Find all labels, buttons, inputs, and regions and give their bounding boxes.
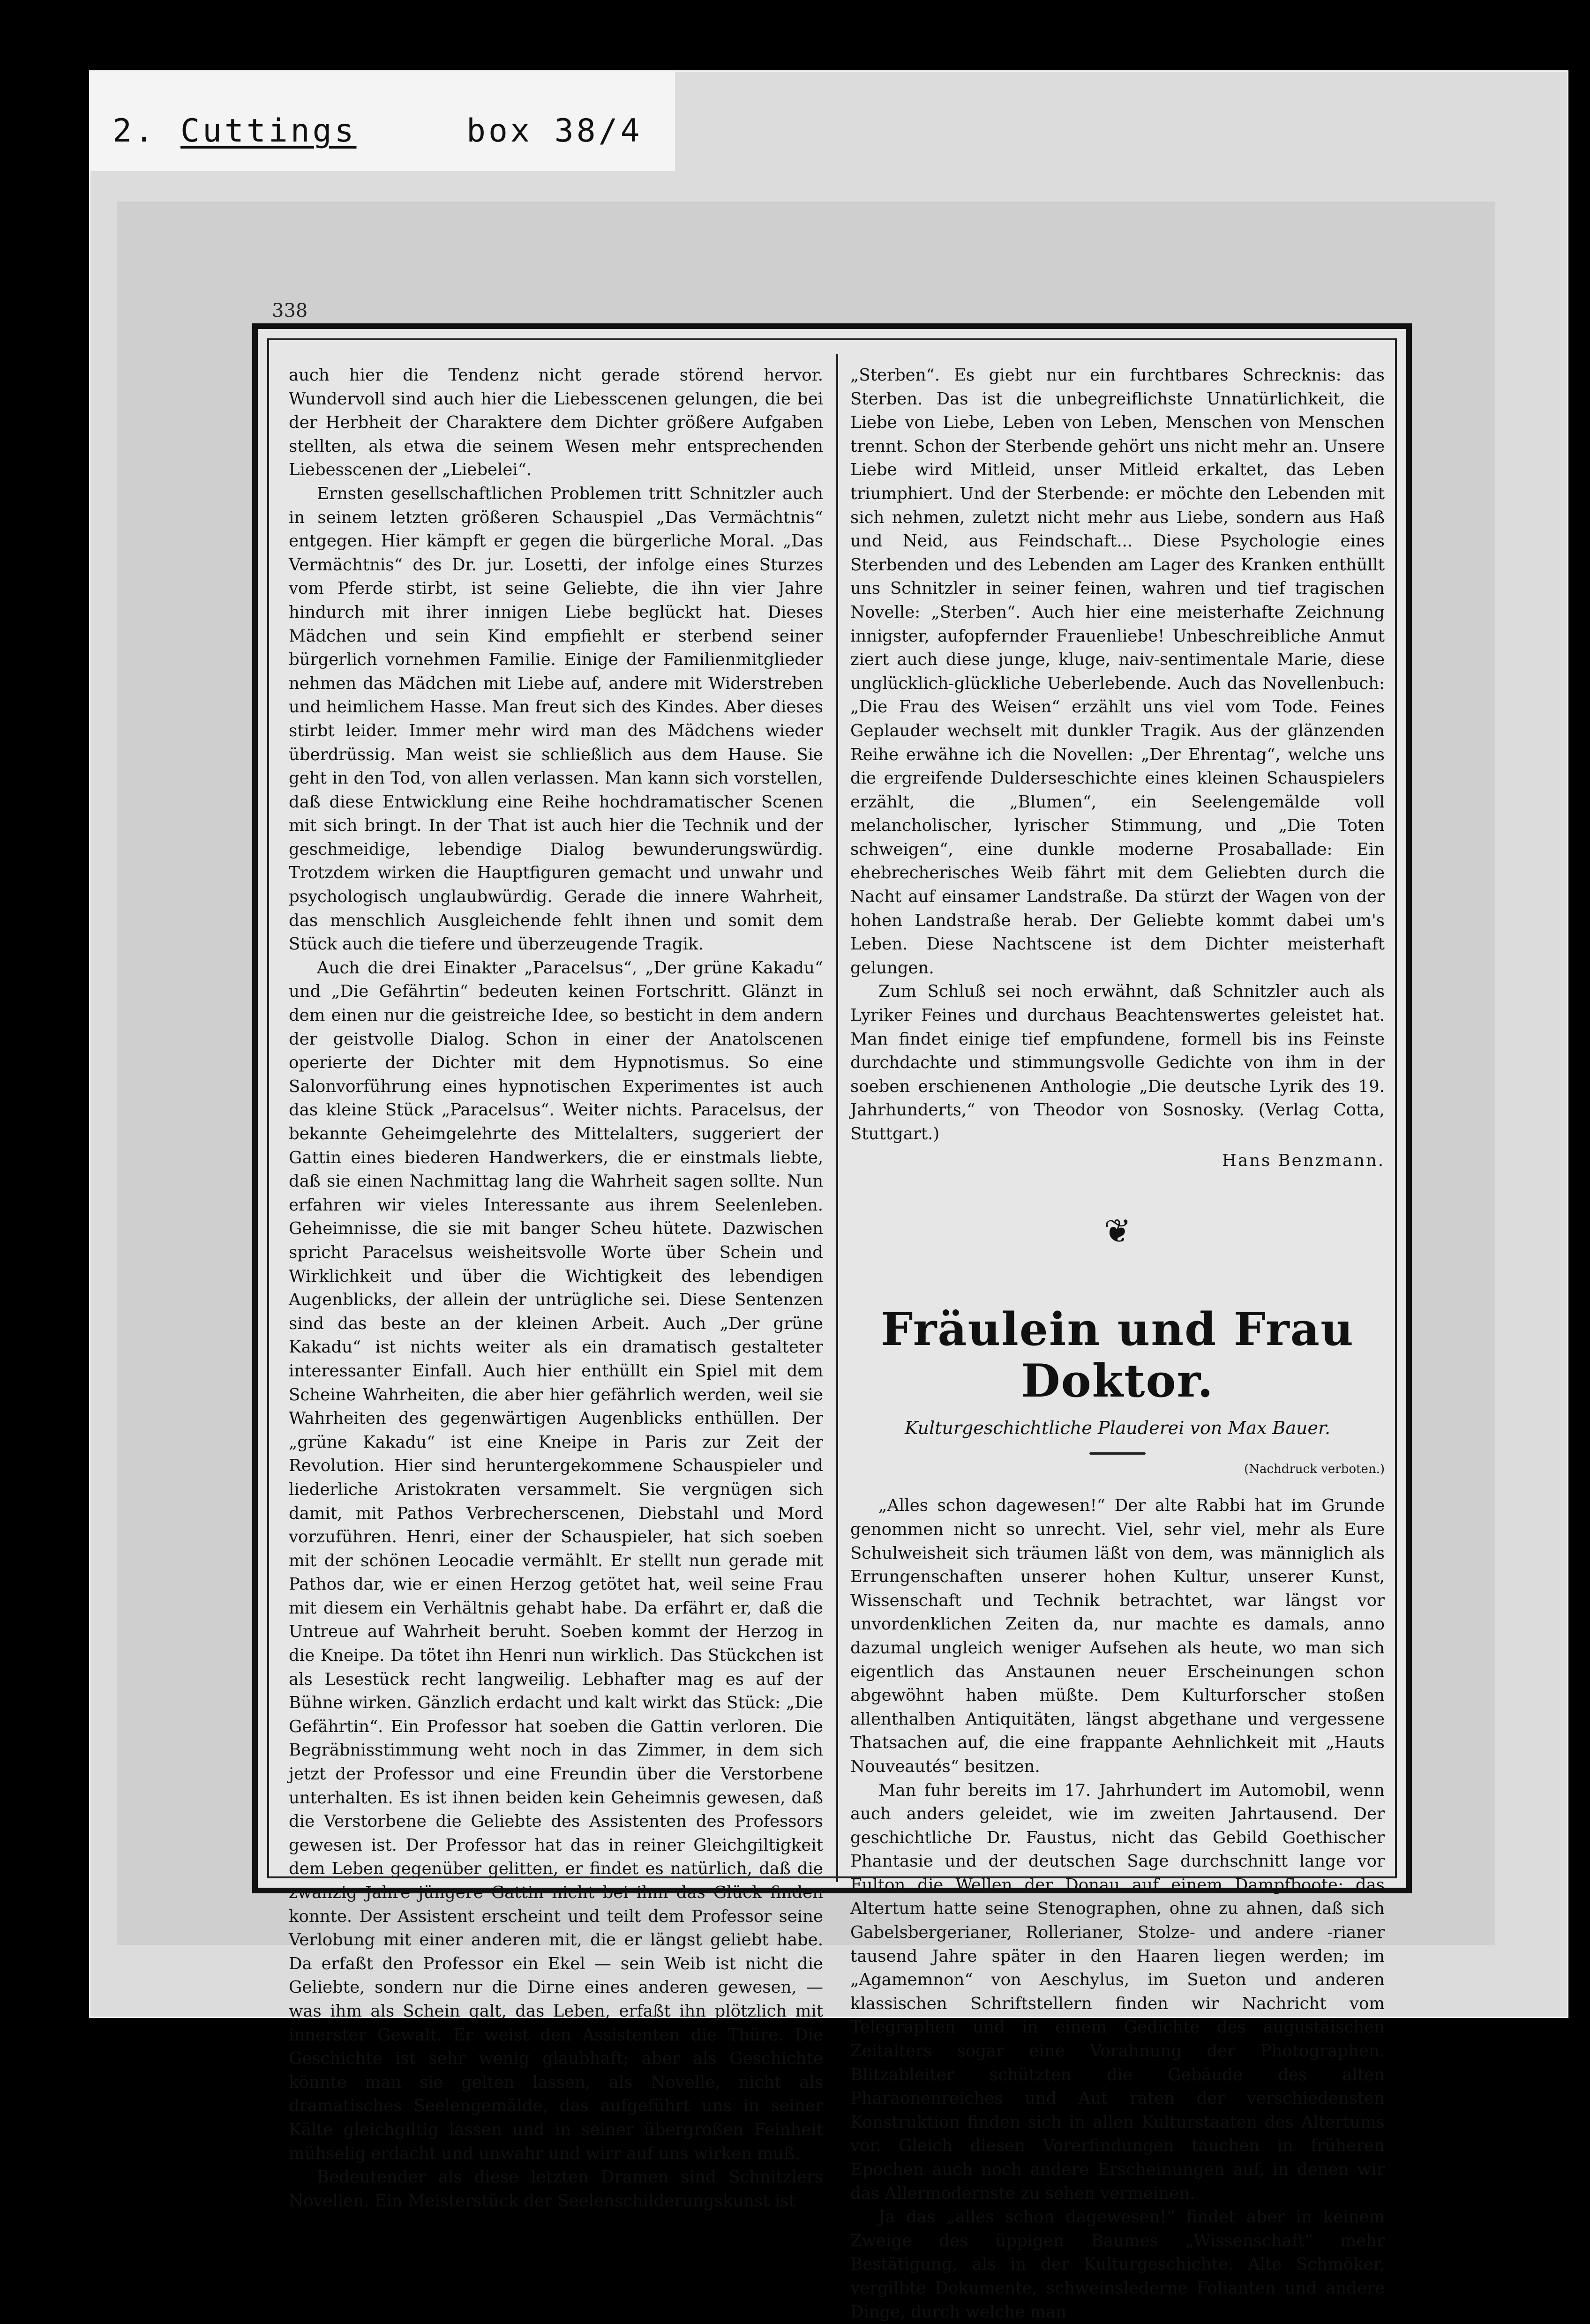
newspaper-page (252, 323, 1412, 2322)
archive-label-cuttings: Cuttings (180, 112, 357, 149)
author-signature: Hans Benzmann. (1222, 1151, 1385, 1170)
page-inner-border (267, 338, 1397, 2322)
left-column (289, 364, 823, 2213)
decorative-rule (1089, 1452, 1146, 1455)
archive-label-number: 2. (112, 112, 157, 149)
article-title: Fräulein und Frau Doktor. (881, 1303, 1354, 1408)
left-paragraph: Ernsten gesellschaftlichen Problemen tritt Schnitzler auch in seinem letzten größeren Schauspiel „Das Vermächtnis“ entgegen. Hier kämpft er gegen die bürgerliche Moral. „Das Vermächtnis“ des Dr. jur. Losetti, der infolge eines Sturzes vom Pferde stirbt, ist seine Geliebte, die ihn vier Jahre hindurch mit ihrer innigen Liebe beglückt hat. Dieses Mädchen und sein Kind empfiehlt er sterbend seiner bürgerlich vornehmen Familie. Einige der Familienmitglieder nehmen das Mädchen mit Liebe auf, andere mit Widerstreben und heimlichem Hasse. Man freut sich des Kindes. Aber dieses stirbt leider. Immer mehr wird man des Mädchens wieder überdrüssig. Man weist sie schließlich aus dem Hause. Sie geht in den Tod, von allen verlassen. Man kann sich vorstellen, daß diese Entwicklung eine Reihe hochdramatischer Scenen mit sich bringt. In der That ist auch hier die Technik und der geschmeidige, lebendige Dialog bewunderungswürdig. Trotzdem wirken die Hauptfiguren gemacht und unwahr und psychologisch unglaubwürdig. Gerade die innere Wahrheit, das menschlich Ausgleichende fehlt ihnen und somit dem Stück auch die tiefere und überzeugende Tragik. (289, 484, 823, 954)
left-paragraph: auch hier die Tendenz nicht gerade störend hervor. Wundervoll sind auch hier die Liebesscenen gelungen, die bei der Herbheit der Charaktere dem Dichter größere Aufgaben stellten, als etwa die seinem Wesen mehr entsprechenden Liebesscenen der „Liebelei“. (289, 366, 823, 480)
left-paragraph: Bedeutender als diese letzten Dramen sind Schnitzlers Novellen. Ein Meisterstück der Seelenschilderungskunst ist (289, 2167, 823, 2211)
right-paragraph: „Sterben“. Es giebt nur ein furchtbares Schrecknis: das Sterben. Das ist die unbegreiflichste Unnatürlichkeit, die Liebe von Liebe, Leben von Leben, Menschen von Menschen trennt. Schon der Sterbende gehört uns nicht mehr an. Unsere Liebe wird Mitleid, unser Mitleid erkaltet, das Leben triumphiert. Und der Sterbende: er möchte den Lebenden mit sich nehmen, zuletzt nicht mehr aus Liebe, sondern aus Haß und Neid, aus Feindschaft... Diese Psychologie eines Sterbenden und des Lebenden am Lager des Kranken enthüllt uns Schnitzler in seiner feinen, wahren und tief tragischen Novelle: „Sterben“. Auch hier eine meisterhafte Zeichnung innigster, aufopfernder Frauenliebe! Unbeschreibliche Anmut ziert auch diese junge, kluge, naiv-sentimentale Marie, diese unglücklich-glückliche Ueberlebende. Auch das Novellenbuch: „Die Frau des Weisen“ erzählt uns viel vom Tode. Feines Geplauder wechselt mit dunkler Tragik. Aus der glänzenden Reihe erwähne ich die Novellen: „Der Ehrentag“, welche uns die ergreifende Dulderseschichte eines kleinen Schauspielers erzählt, die „Blumen“, ein Seelengemälde voll melancholischer, lyrischer Stimmung, und „Die Toten schweigen“, eine dunkle moderne Prosaballade: Ein ehebrecherisches Weib fährt mit dem Geliebten durch die Nacht auf einsamer Landstraße. Da stürzt der Wagen von der hohen Landstraße herab. Der Geliebte kommt dabei um's Leben. Diese Nachtscene ist dem Dichter meisterhaft gelungen. (850, 366, 1385, 978)
column-divider (836, 354, 838, 1882)
article-subtitle: Kulturgeschichtliche Plauderei von Max Bauer. (904, 1418, 1331, 1439)
page-number: 338 (272, 300, 308, 321)
article-paragraph: Ja das „alles schon dagewesen!“ findet aber in keinem Zweige des üppigen Baumes „Wissenschaft“ mehr Bestätigung, als in der Kulturgeschichte. Alte Schmöker, vergilbte Dokumente, schweinslederne Folianten und andere Dinge, durch welche man (850, 2207, 1385, 2322)
article-paragraph: „Alles schon dagewesen!“ Der alte Rabbi hat im Grunde genommen nicht so unrecht. Viel, sehr viel, mehr als Eure Schulweisheit sich träumen läßt von dem, was männiglich als Errungenschaften unserer hohen Kultur, unserer Kunst, Wissenschaft und Technik betrachtet, war längst vor unvordenklichen Zeiten da, nur machte es damals, anno dazumal ungleich weniger Aufsehen als heute, wo man sich eigentlich das Anstaunen neuer Erscheinungen schon abgewöhnt haben müßte. Dem Kulturforscher stoßen allenthalben Antiquitäten, längst abgethane und vergessene Thatsachen auf, die eine frappante Aehnlichkeit mit „Hauts Nouveautés“ besitzen. (850, 1496, 1385, 1776)
article-paragraph: Man fuhr bereits im 17. Jahrhundert im Automobil, wenn auch anders geleidet, wie im zweiten Jahrtausend. Der geschichtliche Dr. Faustus, nicht das Gebild Goethischer Phantasie und der deutschen Sage durchschnitt lange vor Fulton die Wellen der Donau auf einem Dampfboote; das Altertum hatte seine Stenographen, ohne zu ahnen, daß sich Gabelsbergerianer, Rollerianer, Stolze- und andere -rianer tausend Jahre später in den Haaren liegen werden; im „Agamemnon“ von Aeschylus, im Sueton und anderen klassischen Schriftstellern finden wir Nachricht vom Telegraphen und in einem Gedichte des augustäischen Zeitalters sogar eine Vorahnung der Photographen. Blitzableiter schützten die Gebäude des alten Pharaonenreiches und Aut raten der verschiedensten Konstruktion finden sich in allen Kulturstaaten des Altertums vor. Gleich diesen Vorerfindungen tauchen in früheren Epochen auch noch andere Erscheinungen auf, in denen wir das Allermodernste zu sehen vermeinen. (850, 1780, 1385, 2203)
right-column (850, 364, 1385, 2324)
ornament-icon: ❦ (1103, 1212, 1132, 1251)
left-paragraph: Auch die drei Einakter „Paracelsus“, „Der grüne Kakadu“ und „Die Gefährtin“ bedeuten keinen Fortschritt. Glänzt in dem einen nur die geistreiche Idee, so besticht in dem andern der geistvolle Dialog. Schon in einer der Anatolscenen operierte der Dichter mit dem Hypnotismus. So eine Salonvorführung eines hypnotischen Experimentes ist auch das kleine Stück „Paracelsus“. Weiter nichts. Paracelsus, der bekannte Geheimgelehrte des Mittelalters, suggeriert der Gattin eines biederen Handwerkers, die er einstmals liebte, daß sie einen Nachmittag lang die Wahrheit sagen sollte. Nun erfahren wir vieles Interessante aus ihrem Seelenleben. Geheimnisse, die sie mit banger Scheu hütete. Dazwischen spricht Paracelsus weisheitsvolle Worte über Schein und Wirklichkeit und über die Wichtigkeit des lebendigen Augenblicks, der allein der untrügliche sei. Diese Sentenzen sind das beste an der kleinen Arbeit. Auch „Der grüne Kakadu“ ist nichts weiter als ein dramatisch gestalteter interessanter Einfall. Auch hier enthüllt ein Spiel mit dem Scheine Wahrheiten, die aber hier gefährlich werden, weil sie Wahrheiten des gegenwärtigen Augenblicks enthüllen. Der „grüne Kakadu“ ist eine Kneipe in Paris zur Zeit der Revolution. Hier sind heruntergekommene Schauspieler und liederliche Aristokraten versammelt. Sie vergnügen sich damit, mit Pathos Verbrecherscenen, Diebstahl und Mord vorzuführen. Henri, einer der Schauspieler, hat sich soeben mit der schönen Leocadie vermählt. Er stellt nun gerade mit Pathos dar, wie er einen Herzog getötet hat, weil seine Frau mit diesem ein Verhältnis gehabt habe. Da erfährt er, daß die Untreue auf Wahrheit beruht. Soeben kommt der Herzog in die Kneipe. Da tötet ihn Henri nun wirklich. Das Stückchen ist als Lesestück recht langweilig. Lebhafter mag es auf der Bühne wirken. Gänzlich erdacht und kalt wirkt das Stück: „Die Gefährtin“. Ein Professor hat soeben die Gattin verloren. Die Begräbnisstimmung weht noch in das Zimmer, in dem sich jetzt der Professor und eine Freundin über die Verstorbene unterhalten. Es ist ihnen beiden kein Geheimnis gewesen, daß die Verstorbene die Geliebte des Assistenten des Professors gewesen ist. Der Professor hat das in reiner Gleichgiltigkeit dem Leben gegenüber gelitten, er findet es natürlich, daß die zwanzig Jahre jüngere Gattin nicht bei ihm das Glück finden konnte. Der Assistent erscheint und teilt dem Professor seine Verlobung mit einer anderen mit, die er längst geliebt habe. Da erfaßt den Professor ein Ekel — sein Weib ist nicht die Geliebte, sondern nur die Dirne eines anderen gewesen, — was ihm als Schein galt, das Leben, erfaßt ihn plötzlich mit innerster Gewalt. Er weist den Assistenten die Thüre. Die Geschichte ist sehr wenig glaubhaft; aber als Geschichte könnte man sie gelten lassen, als Novelle, nicht als dramatisches Seelengemälde, das aufgeführt uns in seiner Kälte gleichgiltig lassen und in seiner übergroßen Feinheit mühselig erdacht und unwahr und wirr auf uns wirken muß. (289, 958, 823, 2163)
reprint-notice: (Nachdruck verboten.) (1244, 1462, 1385, 1476)
right-paragraph: Zum Schluß sei noch erwähnt, daß Schnitzler auch als Lyriker Feines und durchaus Beachtenswertes geleistet hat. Man findet einige tief empfundene, formell bis ins Feinste durchdachte und stimmungsvolle Gedichte von ihm in der soeben erschienenen Anthologie „Die deutsche Lyrik des 19. Jahrhunderts,“ von Theodor von Sosnosky. (Verlag Cotta, Stuttgart.) (850, 982, 1385, 1143)
archive-label-box: box 38/4 (466, 112, 643, 149)
